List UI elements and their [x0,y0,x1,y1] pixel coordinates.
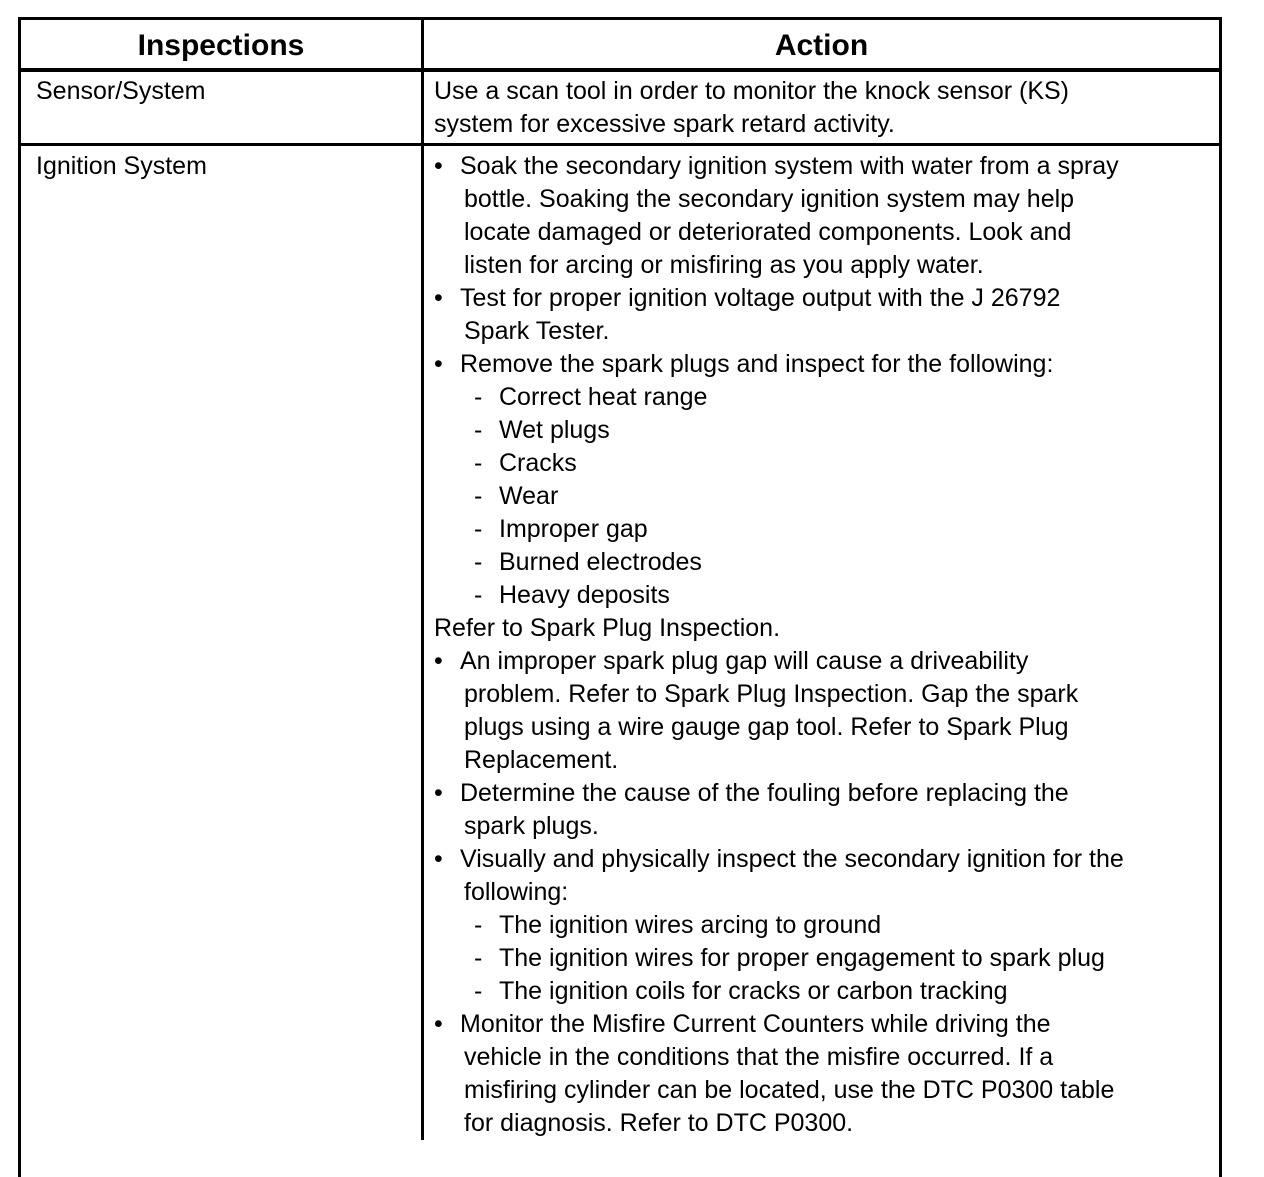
dash-mark: - [474,581,483,609]
row-ignition-system-action [434,150,1224,1140]
bullet-text: An improper spark plug gap will cause a driveability [460,647,1029,675]
plug-check-text: Wet plugs [499,416,610,444]
wire-check-text: The ignition coils for cracks or carbon tracking [499,977,1008,1005]
bullet-text: listen for arcing or misfiring as you apply water. [464,251,984,279]
bullet-mark: • [434,1010,443,1038]
bullet-text: Spark Tester. [464,317,610,345]
plug-check-text: Correct heat range [499,383,708,411]
bullet-text: Test for proper ignition voltage output with the J 26792 [460,284,1061,312]
refer-note: Refer to Spark Plug Inspection. [434,614,781,642]
bullet-text: Visually and physically inspect the secondary ignition for the [460,845,1124,873]
header-inspections: Inspections [137,29,305,62]
inspection-table [18,17,1222,1177]
bullet-item-misfire-counters [434,1008,1224,1140]
header-divider [21,68,1219,72]
bullet-text: vehicle in the conditions that the misfire occurred. If a [464,1043,1054,1071]
row-sensor-system-action [434,75,1224,141]
plug-check-text: Cracks [499,449,577,477]
dash-mark: - [474,383,483,411]
bullet-item-soak [434,150,1224,282]
bullet-text: Soak the secondary ignition system with water from a spray [460,152,1119,180]
bullet-text: misfiring cylinder can be located, use the DTC P0300 table [464,1076,1115,1104]
dash-mark: - [474,944,483,972]
plug-check-item [434,579,1224,612]
dash-mark: - [474,449,483,477]
action-line: Use a scan tool in order to monitor the knock sensor (KS) [434,77,1070,105]
bullet-item-plug-gap [434,645,1224,777]
bullet-mark: • [434,284,443,312]
plug-check-item [434,447,1224,480]
bullet-mark: • [434,845,443,873]
plug-check-item [434,414,1224,447]
wire-check-item [434,909,1224,942]
bullet-text: following: [464,878,569,906]
action-line: system for excessive spark retard activity. [434,110,895,138]
dash-mark: - [474,416,483,444]
bullet-item-fouling [434,777,1224,843]
bullet-text: Determine the cause of the fouling before replacing the [460,779,1069,807]
bullet-mark: • [434,152,443,180]
dash-mark: - [474,911,483,939]
bullet-item-voltage-test [434,282,1224,348]
wire-check-text: The ignition wires for proper engagement to spark plug [499,944,1105,972]
row-divider [21,143,1219,146]
bullet-mark: • [434,647,443,675]
bullet-mark: • [434,779,443,807]
bullet-item-remove-plugs [434,348,1224,381]
dash-mark: - [474,548,483,576]
bullet-mark: • [434,350,443,378]
plug-check-item [434,381,1224,414]
column-divider [421,20,424,1140]
plug-check-text: Improper gap [499,515,648,543]
bullet-text: locate damaged or deteriorated components. Look and [464,218,1072,246]
row-ignition-system-inspection: Ignition System [36,152,207,180]
plug-check-item [434,546,1224,579]
bullet-text: bottle. Soaking the secondary ignition system may help [464,185,1075,213]
plug-check-item [434,480,1224,513]
dash-mark: - [474,977,483,1005]
bullet-item-visual-inspect [434,843,1224,909]
wire-check-item [434,942,1224,975]
bullet-text: plugs using a wire gauge gap tool. Refer to Spark Plug [464,713,1069,741]
plug-check-item [434,513,1224,546]
wire-check-text: The ignition wires arcing to ground [499,911,882,939]
row-sensor-system-inspection: Sensor/System [36,77,206,105]
bullet-text: Remove the spark plugs and inspect for the following: [460,350,1054,378]
dash-mark: - [474,515,483,543]
plug-check-text: Wear [499,482,559,510]
bullet-text: Monitor the Misfire Current Counters while driving the [460,1010,1051,1038]
wire-check-item [434,975,1224,1008]
bullet-text: problem. Refer to Spark Plug Inspection. Gap the spark [464,680,1079,708]
bullet-text: spark plugs. [464,812,599,840]
plug-check-text: Heavy deposits [499,581,670,609]
bullet-text: Replacement. [464,746,619,774]
bullet-text: for diagnosis. Refer to DTC P0300. [464,1109,854,1137]
plug-check-text: Burned electrodes [499,548,702,576]
header-action: Action [774,29,869,62]
dash-mark: - [474,482,483,510]
